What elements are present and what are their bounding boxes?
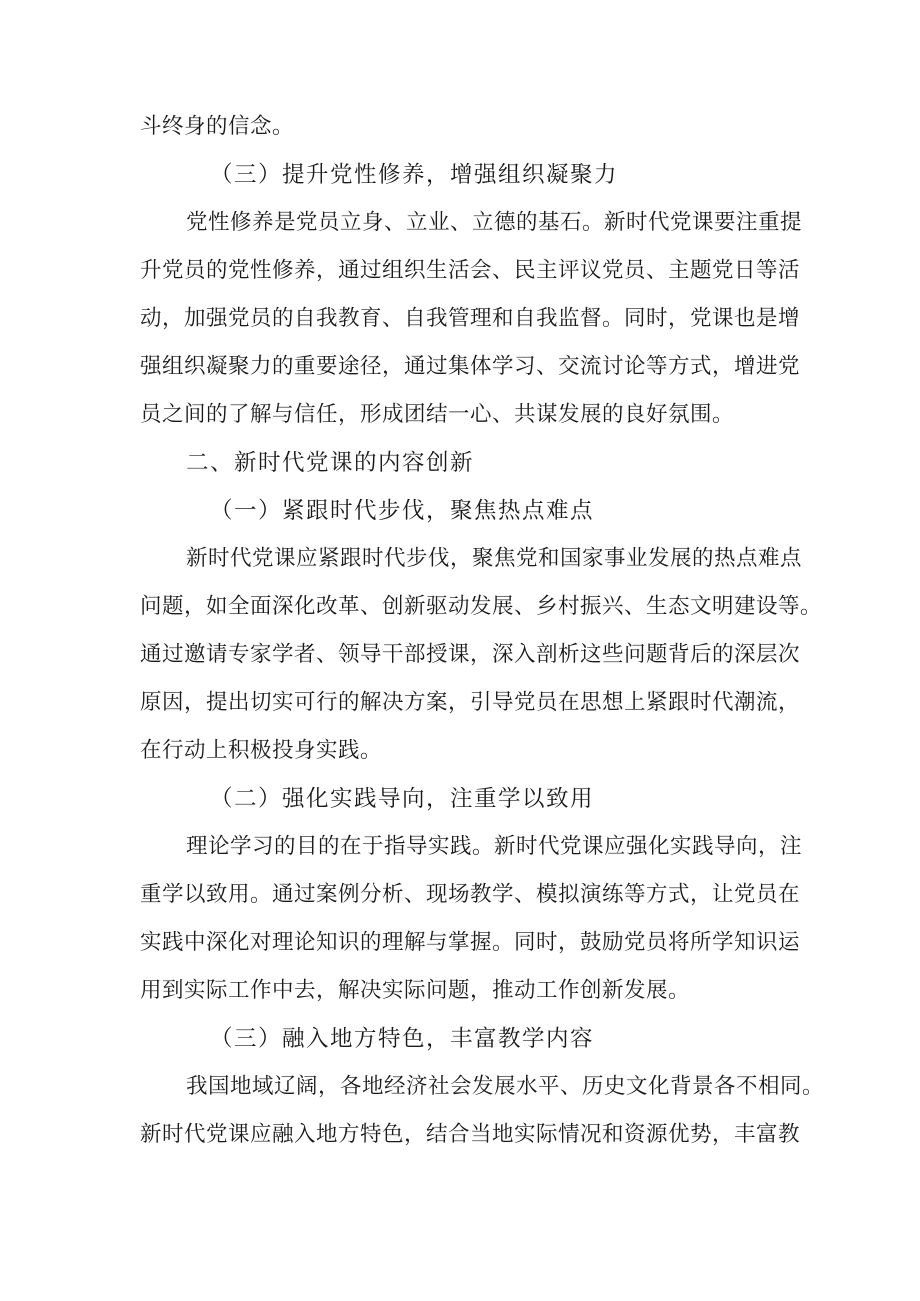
section-subheading: （三）提升党性修养，增强组织凝聚力: [210, 162, 619, 188]
paragraph-line: 党性修养是党员立身、立业、立德的基石。新时代党课要注重提: [186, 210, 803, 235]
paragraph-line: 强组织凝聚力的重要途径，通过集体学习、交流讨论等方式，增进党: [140, 354, 801, 379]
paragraph-line: 升党员的党性修养，通过组织生活会、民主评议党员、主题党日等活: [140, 258, 801, 283]
paragraph-line: 动，加强党员的自我教育、自我管理和自我监督。同时，党课也是增: [140, 306, 801, 331]
paragraph-line: 在行动上积极投身实践。: [140, 738, 383, 763]
paragraph-line: 原因，提出切实可行的解决方案，引导党员在思想上紧跟时代潮流，: [140, 690, 801, 715]
paragraph-line: 新时代党课应融入地方特色，结合当地实际情况和资源优势，丰富教: [140, 1122, 801, 1147]
paragraph-line: 理论学习的目的在于指导实践。新时代党课应强化实践导向，注: [186, 834, 803, 859]
section-subheading: （二）强化实践导向，注重学以致用: [210, 786, 595, 812]
document-page: [140, 103, 825, 1159]
paragraph-line: 通过邀请专家学者、领导干部授课，深入剖析这些问题背后的深层次: [140, 642, 801, 667]
paragraph-line: 重学以致用。通过案例分析、现场教学、模拟演练等方式，让党员在: [140, 882, 801, 907]
paragraph-line: 实践中深化对理论知识的理解与掌握。同时，鼓励党员将所学知识运: [140, 930, 801, 955]
paragraph-line: 用到实际工作中去，解决实际问题，推动工作创新发展。: [140, 978, 691, 1003]
section-subheading: （三）融入地方特色，丰富教学内容: [210, 1026, 595, 1052]
section-subheading: （一）紧跟时代步伐，聚焦热点难点: [210, 498, 595, 524]
paragraph-line: 斗终身的信念。: [140, 114, 295, 139]
paragraph-line: 新时代党课应紧跟时代步伐，聚焦党和国家事业发展的热点难点: [186, 546, 803, 571]
section-heading: 二、新时代党课的内容创新: [186, 450, 475, 476]
paragraph-line: 员之间的了解与信任，形成团结一心、共谋发展的良好氛围。: [140, 402, 735, 427]
paragraph-line: 我国地域辽阔，各地经济社会发展水平、历史文化背景各不相同。: [186, 1074, 825, 1099]
paragraph-line: 问题，如全面深化改革、创新驱动发展、乡村振兴、生态文明建设等。: [140, 594, 823, 619]
